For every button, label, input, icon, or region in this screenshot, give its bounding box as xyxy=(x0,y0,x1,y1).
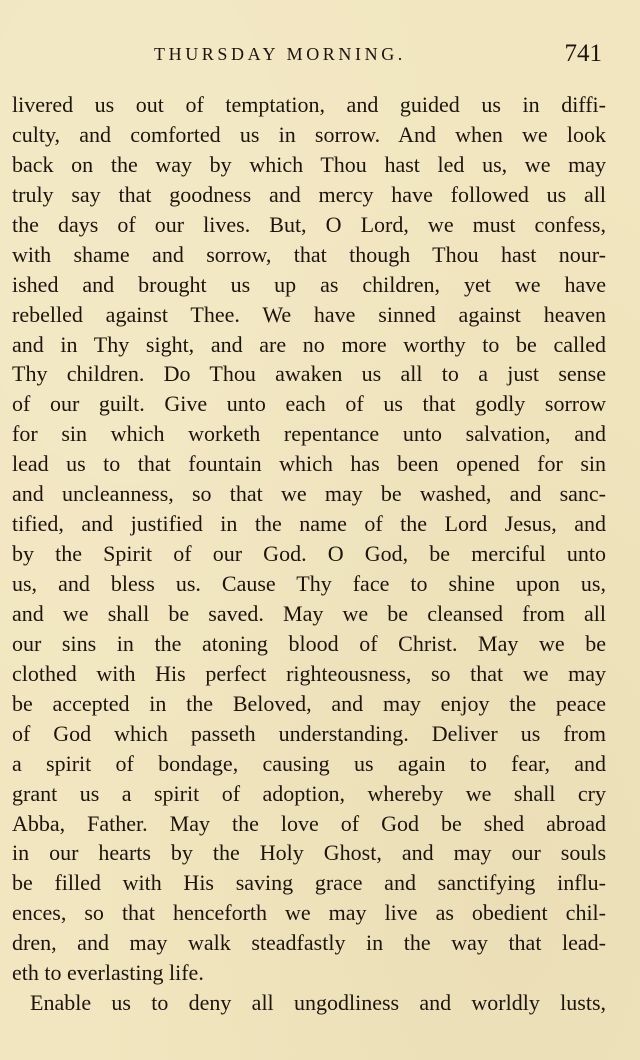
text-line-8: rebelled against Thee. We have sinned against heaven xyxy=(12,301,606,327)
text-line-6: with shame and sorrow, that though Thou hast nour- xyxy=(12,241,606,267)
text-line-17: us, and bless us. Cause Thy face to shine upon us, xyxy=(12,571,606,596)
text-line-28: ences, so that henceforth we may live as obedient chil- xyxy=(12,900,606,926)
text-line-3: back on the way by which Thou hast led us, we may xyxy=(12,151,606,177)
text-line-18: and we shall be saved. May we be cleansed from all xyxy=(12,600,606,626)
text-line-9: and in Thy sight, and are no more worthy to be called xyxy=(12,331,606,357)
text-line-21: be accepted in the Beloved, and may enjoy the peace xyxy=(12,690,606,716)
text-line-29: dren, and may walk steadfastly in the way that lead- xyxy=(12,930,606,956)
text-line-11: of our guilt. Give unto each of us that godly sorrow xyxy=(12,391,606,417)
text-line-14: and uncleanness, so that we may be washed, and sanc- xyxy=(12,481,606,507)
text-line-27: be filled with His saving grace and sanctifying influ- xyxy=(12,870,606,896)
prayer-text xyxy=(12,90,606,1018)
text-line-30: eth to everlasting life. xyxy=(12,960,204,986)
text-line-23: a spirit of bondage, causing us again to fear, and xyxy=(12,750,606,776)
text-line-20: clothed with His perfect righteousness, so that we may xyxy=(12,660,606,686)
text-line-31: Enable us to deny all ungodliness and worldly lusts, xyxy=(30,990,606,1016)
running-head xyxy=(0,40,640,70)
text-line-12: for sin which worketh repentance unto salvation, and xyxy=(12,421,606,447)
text-line-15: tified, and justified in the name of the Lord Jesus, and xyxy=(12,511,606,537)
text-line-13: lead us to that fountain which has been opened for sin xyxy=(12,451,606,477)
text-line-5: the days of our lives. But, O Lord, we must confess, xyxy=(12,211,606,237)
text-line-19: our sins in the atoning blood of Christ. May we be xyxy=(12,630,606,656)
text-line-2: culty, and comforted us in sorrow. And when we look xyxy=(12,121,606,147)
text-line-26: in our hearts by the Holy Ghost, and may our souls xyxy=(12,840,606,866)
page-number: 741 xyxy=(564,40,602,67)
text-line-4: truly say that goodness and mercy have followed us all xyxy=(12,181,606,207)
text-line-24: grant us a spirit of adoption, whereby we shall cry xyxy=(12,780,606,806)
text-line-16: by the Spirit of our God. O God, be merciful unto xyxy=(12,541,606,567)
text-line-10: Thy children. Do Thou awaken us all to a just sense xyxy=(12,361,606,387)
text-line-7: ished and brought us up as children, yet we have xyxy=(12,271,606,297)
text-line-25: Abba, Father. May the love of God be shed abroad xyxy=(12,810,606,836)
running-head-title: THURSDAY MORNING. xyxy=(154,44,406,64)
text-line-1: livered us out of temptation, and guided us in diffi- xyxy=(12,92,606,117)
text-line-22: of God which passeth understanding. Deliver us from xyxy=(12,720,606,746)
